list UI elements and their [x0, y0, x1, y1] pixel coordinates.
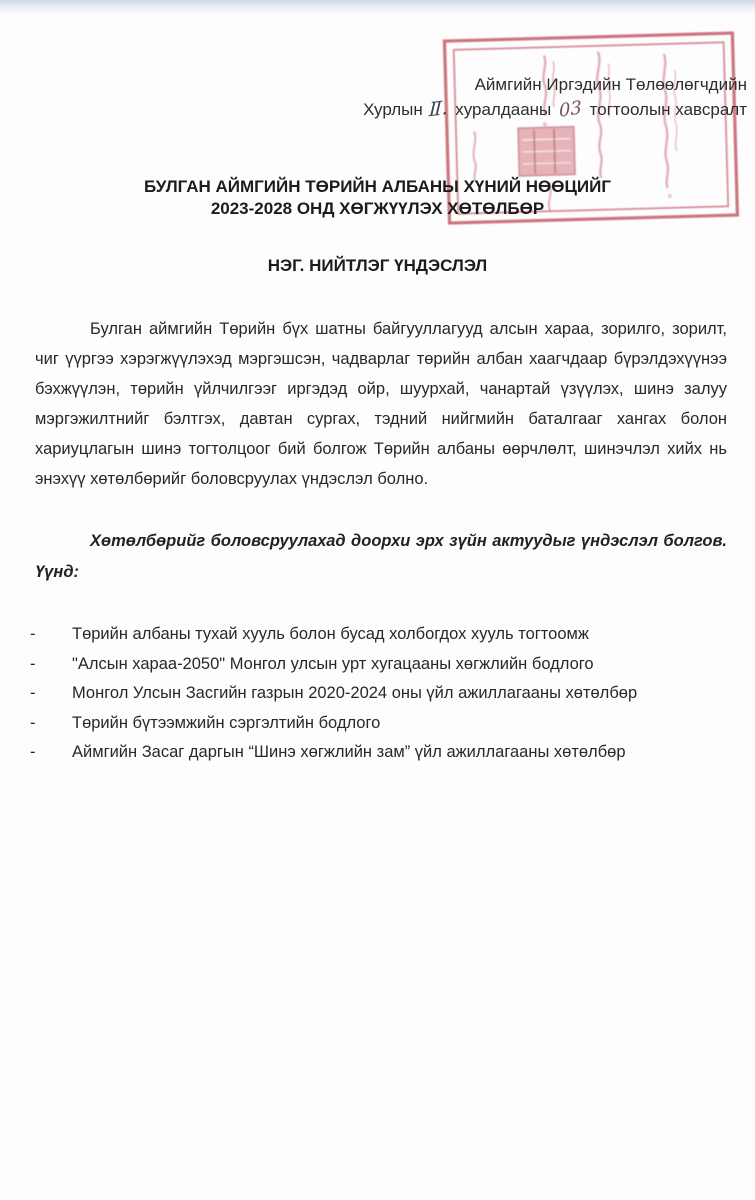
list-item-text: Монгол Улсын Засгийн газрын 2020-2024 оны үйл ажиллагааны хөтөлбөр [72, 684, 638, 702]
list-item-text: Аймгийн Засаг даргын “Шинэ хөгжлийн зам” үйл ажиллагааны хөтөлбөр [72, 743, 626, 761]
body-paragraph-1: Булган аймгийн Төрийн бүх шатны байгууллагууд алсын хараа, зорилго, зорилт, чиг үүргээ хэрэгжүүлэхэд мэргэшсэн, чадварлаг төрийн албан хаагчдаар бүрэлдэхүүнээ бэхжүүлэн, төрийн үйлчилгээг иргэдэд ойр, шуурхай, чанартай үзүүлэх, шинэ залуу мэргэжилтнийг бэлтгэх, давтан сургах, тэдний нийгмийн баталгааг хангах болон хариуцлагын шинэ тогтолцоог бий болгож Төрийн албаны өөрчлөлт, шинэчлэл хийх нь энэхүү хөтөлбөрийг боловсруулах үндэслэл болно. [35, 320, 727, 488]
header-line-2-mid: хуралдааны [455, 100, 552, 119]
header-line-1 [227, 72, 747, 97]
document-title-line-1: БУЛГАН АЙМГИЙН ТӨРИЙН АЛБАНЫ ХҮНИЙ НӨӨЦИЙГ [144, 177, 611, 196]
header-line-2 [227, 97, 747, 122]
header-line-2-suffix: тогтоолын хавсралт [589, 100, 747, 119]
list-item-text: "Алсын хараа-2050" Монгол улсын урт хугацааны хөгжлийн бодлого [72, 654, 594, 673]
list-item-dash: - [30, 625, 36, 643]
list-item [30, 679, 732, 709]
body-paragraph-2: Хөтөлбөрийг боловсруулахад доорхи эрх зүйн актуудыг үндэслэл болгов. Үүнд: [35, 532, 727, 581]
list-item-dash: - [30, 743, 36, 761]
list-item [30, 620, 732, 650]
section-heading: НЭГ. НИЙТЛЭГ ҮНДЭСЛЭЛ [267, 256, 488, 275]
document-title-line-2: 2023-2028 ОНД ХӨГЖҮҮЛЭХ ХӨТӨЛБӨР [210, 199, 545, 218]
handwritten-resolution-number: 03 [558, 97, 583, 122]
handwritten-session-number: Ⅱ. [428, 96, 449, 122]
document-title [0, 176, 755, 220]
list-item-text: Төрийн бүтээмжийн сэргэлтийн бодлого [72, 713, 381, 732]
list-item-dash: - [30, 654, 36, 673]
legal-acts-list [30, 620, 732, 768]
list-item-text: Төрийн албаны тухай хууль болон бусад холбогдох хууль тогтоомж [72, 625, 589, 643]
scanner-edge-shadow [0, 0, 755, 14]
document-header [227, 72, 747, 122]
header-line-2-prefix: Хурлын [363, 100, 423, 119]
header-line-1-text: Аймгийн Иргэдийн Төлөөлөгчдийн [474, 75, 747, 94]
list-item-dash: - [30, 684, 36, 702]
list-item [30, 709, 732, 739]
list-item [30, 738, 732, 768]
list-item [30, 650, 732, 680]
list-item-dash: - [30, 713, 36, 732]
